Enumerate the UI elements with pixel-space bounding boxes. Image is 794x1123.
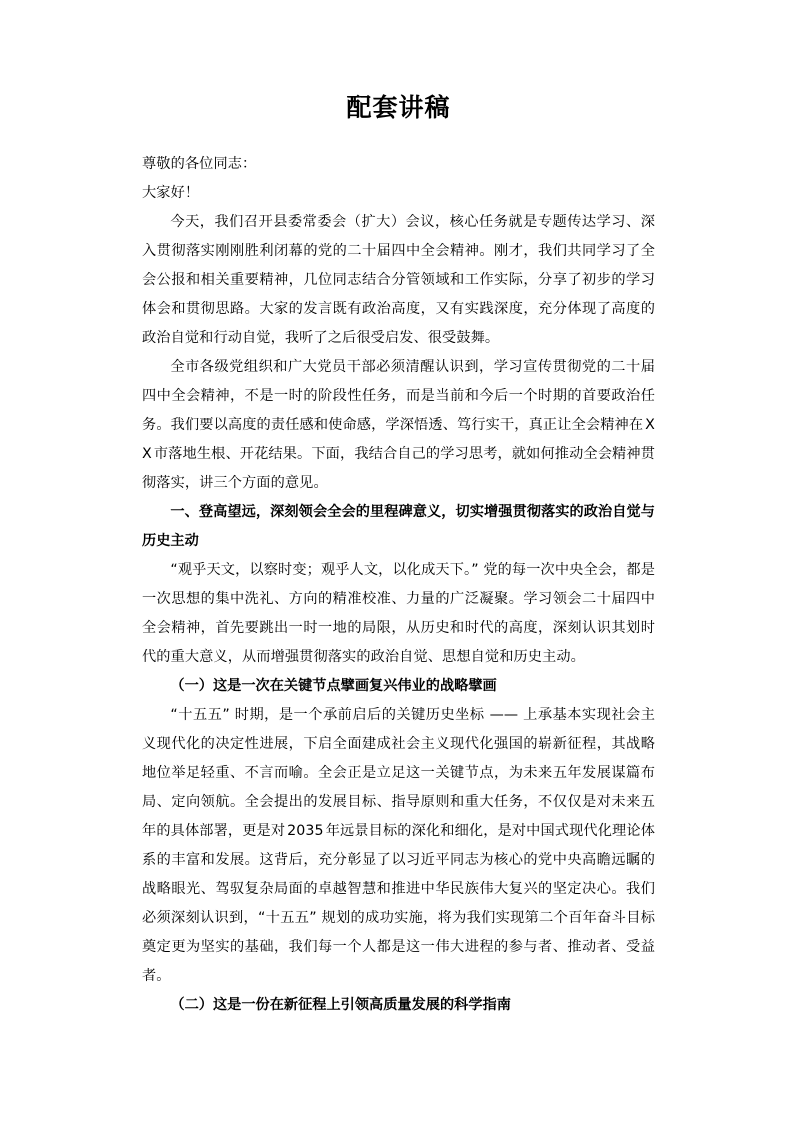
paragraph-salutation: 尊敬的各位同志： (142, 156, 257, 172)
paragraph-strategic-blueprint-text-after: 年远景目标的深化和细化，是对中国式现代化理论体系的丰富和发展。这背后，充分彰显了以习近平同志为核心的党中央高瞻远瞩的战略眼光、驾驭复杂局面的卓越智慧和推进中华民族伟大复兴的坚定决心。我们必须深刻认识到，“十五五” 规划的成功实施，将为我们实现第二个百年奋斗目标奠定更为坚实的基础，我们每一个人都是这一伟大进程的参与者、推动者、受益者。 (142, 823, 655, 984)
page-title: 配套讲稿 (346, 93, 451, 122)
paragraph-plenary-significance: “观乎天文，以察时变；观乎人文，以化成天下。” 党的每一次中央全会，都是一次思想的集中洗礼、方向的精准校准、力量的广泛凝聚。学习领会二十届四中全会精神，首先要跳出一时一地的局限，从历史和时代的高度，深刻认识其划时代的重大意义，从而增强贯彻落实的政治自觉、思想自觉和历史主动。 (142, 562, 655, 665)
paragraph-strategic-blueprint (142, 701, 655, 991)
subsection-heading-one: （一）这是一次在关键节点擘画复兴伟业的战略擘画 (170, 678, 497, 694)
paragraph-strategic-blueprint-text-before: “十五五” 时期，是一个承前启后的关键历史坐标 —— 上承基本实现社会主义现代化的决定性进展，下启全面建成社会主义现代化强国的崭新征程，其战略地位举足轻重、不言而喻。全会正是立足这一关键节点，为未来五年发展谋篇布局、定向领航。全会提出的发展目标、指导原则和重大任务，不仅仅是对未来五年的具体部署，更是对 (142, 707, 655, 839)
subsection-heading-two: （二）这是一份在新征程上引领高质量发展的科学指南 (170, 997, 511, 1013)
paragraph-greeting: 大家好！ (142, 185, 200, 201)
document-content (142, 88, 655, 1020)
section-heading-one: 一、登高望远，深刻领会全会的里程碑意义，切实增强贯彻落实的政治自觉与历史主动 (142, 504, 655, 549)
paragraph-political-task-text-before: 全市各级党组织和广大党员干部必须清醒认识到，学习宣传贯彻党的二十届四中全会精神，不是一时的阶段性任务，而是当前和今后一个时期的首要政治任务。我们要以高度的责任感和使命感，学深悟透、笃行实干，真正让全会精神在 (142, 359, 655, 433)
paragraph-political-task (142, 353, 655, 498)
year-2035-token: 2035 (287, 823, 324, 839)
paragraph-political-task-text-after: 市落地生根、开花结果。下面，我结合自己的学习思考，就如何推动全会精神贯彻落实，讲三个方面的意见。 (142, 446, 655, 491)
city-placeholder-token: XX (142, 417, 655, 462)
paragraph-opening-remarks: 今天，我们召开县委常委会（扩大）会议，核心任务就是专题传达学习、深入贯彻落实刚刚胜利闭幕的党的二十届四中全会精神。刚才，我们共同学习了全会公报和相关重要精神，几位同志结合分管领域和工作实际，分享了初步的学习体会和贯彻思路。大家的发言既有政治高度，又有实践深度，充分体现了高度的政治自觉和行动自觉，我听了之后很受启发、很受鼓舞。 (142, 214, 655, 346)
